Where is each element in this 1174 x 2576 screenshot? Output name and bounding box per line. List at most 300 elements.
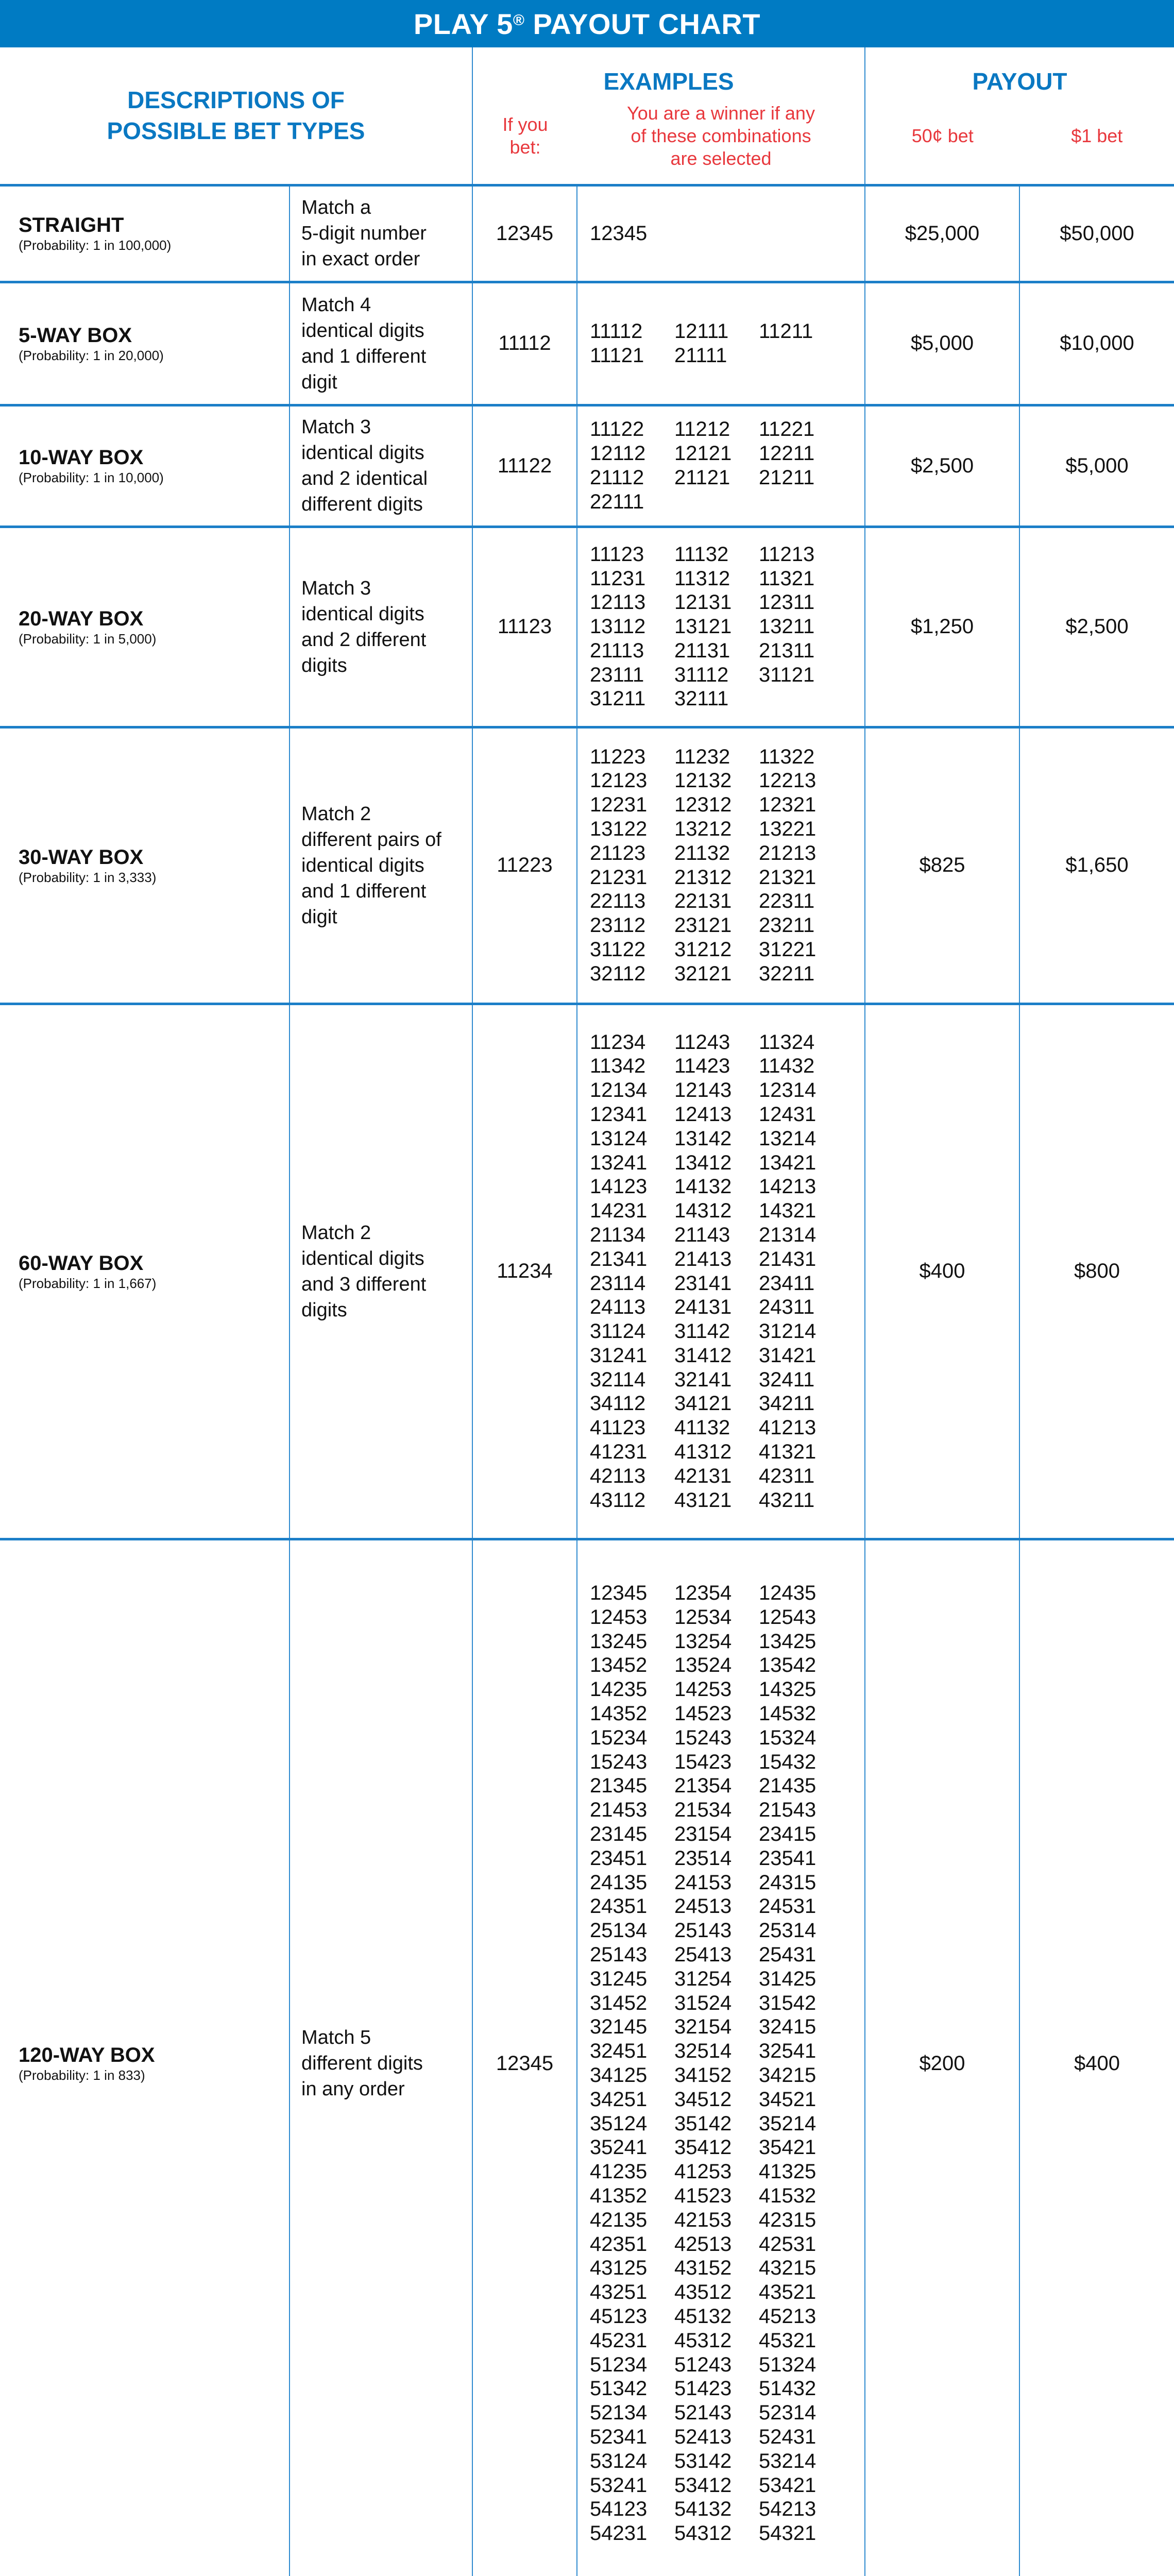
payout-50c-cell xyxy=(865,1004,1019,1539)
winning-combinations xyxy=(590,543,864,711)
chart-title xyxy=(0,0,1174,47)
winning-combination: 31121 xyxy=(759,663,815,686)
winning-combinations-cell xyxy=(577,405,865,527)
winning-combination: 24531 xyxy=(759,1895,816,1918)
bet-description-line: identical digits xyxy=(301,854,424,876)
winning-combination: 23141 xyxy=(674,1272,732,1295)
winning-combination: 13121 xyxy=(674,615,732,638)
bet-type-cell xyxy=(0,405,290,527)
winning-combination: 54312 xyxy=(674,2522,732,2545)
example-bet: 11234 xyxy=(497,1260,553,1282)
winning-combination: 43512 xyxy=(674,2281,732,2304)
winning-combination: 31241 xyxy=(590,1344,648,1367)
bet-description-line: 5-digit number xyxy=(301,223,427,244)
winning-combination: 45231 xyxy=(590,2329,648,2352)
bet-description-line: digit xyxy=(301,906,337,928)
winning-combination: 31425 xyxy=(759,1967,816,1990)
winning-combination: 12312 xyxy=(674,793,732,817)
winning-combination: 15432 xyxy=(759,1750,816,1773)
winning-combination: 32112 xyxy=(590,962,646,985)
winning-combination: 14213 xyxy=(759,1175,816,1198)
winning-combination: 11212 xyxy=(674,418,730,441)
winning-combination: 35412 xyxy=(674,2136,732,2159)
winning-combination: 51243 xyxy=(674,2353,732,2376)
bet-description-cell xyxy=(290,727,472,1004)
winning-combination: 21211 xyxy=(759,466,815,489)
winning-combination: 24135 xyxy=(590,1871,648,1894)
winning-combination: 25314 xyxy=(759,1919,816,1942)
winning-combination: 34152 xyxy=(674,2064,732,2087)
winning-combination: 53241 xyxy=(590,2473,648,2497)
winning-combination: 21123 xyxy=(590,841,646,865)
bet-type-name: 120-WAY BOX xyxy=(19,2044,155,2066)
bet-description-line: Match 3 xyxy=(301,416,371,438)
winning-combination: 14321 xyxy=(759,1199,816,1223)
winning-combinations-cell xyxy=(577,1004,865,1539)
bet-description-line: identical digits xyxy=(301,319,424,342)
winner-line1: You are a winner if any xyxy=(627,103,815,124)
winning-combination: 13245 xyxy=(590,1630,648,1653)
winning-combination: 35124 xyxy=(590,2112,648,2135)
winning-combination: 42311 xyxy=(759,1464,815,1487)
winning-combination: 12111 xyxy=(674,319,729,343)
winning-combination: 21134 xyxy=(590,1223,646,1246)
winning-combination: 51342 xyxy=(590,2377,648,2400)
winning-combination: 21113 xyxy=(590,639,644,662)
winning-combination: 34251 xyxy=(590,2088,648,2111)
winning-combination: 23111 xyxy=(590,663,644,686)
if-you-bet-cell xyxy=(472,1539,577,2576)
bet-description-line: Match 3 xyxy=(301,577,371,599)
winning-combination: 31214 xyxy=(759,1320,816,1343)
winning-combination: 14231 xyxy=(590,1199,648,1223)
winning-combination: 11432 xyxy=(759,1055,815,1078)
payout-1: $10,000 xyxy=(1060,332,1134,354)
bet-description-line: different pairs of xyxy=(301,828,441,851)
winning-combination: 12534 xyxy=(674,1605,732,1629)
winning-combination: 54231 xyxy=(590,2522,648,2545)
winning-combination: 21321 xyxy=(759,866,816,889)
descriptions-heading xyxy=(0,84,472,146)
winning-combination: 21413 xyxy=(674,1247,732,1270)
payout-header xyxy=(865,47,1174,185)
bet-description-line: Match 2 xyxy=(301,1222,371,1244)
winning-combination: 14235 xyxy=(590,1678,648,1701)
payout-1: $5,000 xyxy=(1065,454,1129,477)
bet-type-cell xyxy=(0,527,290,727)
winning-combination: 31212 xyxy=(674,938,732,961)
if-you-bet-line1: If you xyxy=(502,114,548,135)
winning-combination: 13452 xyxy=(590,1654,648,1677)
winning-combination: 45321 xyxy=(759,2329,816,2352)
if-you-bet-label xyxy=(473,102,577,170)
title-suffix: PAYOUT CHART xyxy=(524,7,761,40)
bet-description-line: and 1 different xyxy=(301,345,427,367)
winning-combination: 41253 xyxy=(674,2160,732,2183)
winning-combination: 12211 xyxy=(759,442,815,465)
if-you-bet-line2: bet: xyxy=(509,137,541,158)
winning-combination: 21341 xyxy=(590,1247,648,1270)
payout-50c-cell xyxy=(865,185,1019,282)
winning-combination: 31122 xyxy=(590,938,646,961)
winning-combination: 11223 xyxy=(590,745,646,768)
winning-combination: 11123 xyxy=(590,543,644,566)
winning-combination: 34521 xyxy=(759,2088,816,2111)
winning-combination: 21131 xyxy=(674,639,730,662)
winning-combination: 31254 xyxy=(674,1967,732,1990)
payout-1-cell xyxy=(1019,282,1174,405)
winning-combination: 34512 xyxy=(674,2088,732,2111)
winning-combination: 11112 xyxy=(590,319,643,343)
winning-combination: 45213 xyxy=(759,2304,816,2328)
winning-combination: 42131 xyxy=(674,1464,732,1487)
payout-table xyxy=(0,47,1174,2576)
payout-1-cell xyxy=(1019,1004,1174,1539)
payout-1: $50,000 xyxy=(1060,222,1134,245)
winning-combination: 12113 xyxy=(590,591,646,614)
winning-combination: 32411 xyxy=(759,1368,815,1391)
winning-combination: 12345 xyxy=(590,1582,648,1605)
winning-combination: 23541 xyxy=(759,1846,816,1870)
bet-type-probability: (Probability: 1 in 10,000) xyxy=(19,470,164,485)
winning-combination: 25143 xyxy=(590,1943,648,1967)
winning-combinations-cell xyxy=(577,1539,865,2576)
bet-type-probability: (Probability: 1 in 20,000) xyxy=(19,347,164,363)
bet-description-line: Match 4 xyxy=(301,294,371,316)
example-bet: 11123 xyxy=(497,615,552,638)
winning-combination: 24315 xyxy=(759,1871,816,1894)
bet-type-cell xyxy=(0,185,290,282)
winning-combination: 51234 xyxy=(590,2353,648,2376)
winning-combination: 24351 xyxy=(590,1895,648,1918)
winning-combination: 12134 xyxy=(590,1079,648,1102)
winning-combination: 41321 xyxy=(759,1440,816,1464)
winning-combination: 43125 xyxy=(590,2257,648,2280)
winning-combination: 25143 xyxy=(674,1919,732,1942)
bet-description-line: Match 2 xyxy=(301,803,371,825)
winning-combination: 31112 xyxy=(674,663,729,686)
winning-combination: 21431 xyxy=(759,1247,816,1270)
winning-combinations xyxy=(590,417,864,514)
winning-combination: 11321 xyxy=(759,567,815,590)
bet-description-cell xyxy=(290,1539,472,2576)
winning-combination: 54132 xyxy=(674,2498,732,2521)
winning-combination: 13112 xyxy=(590,615,646,638)
winning-combination: 22131 xyxy=(674,890,732,913)
winning-combination: 21112 xyxy=(590,466,644,489)
winning-combination: 13421 xyxy=(759,1151,816,1174)
bet-description-line: digits xyxy=(301,654,347,676)
winning-combination: 41312 xyxy=(674,1440,732,1464)
payout-1-cell xyxy=(1019,727,1174,1004)
winning-combination: 24113 xyxy=(590,1296,646,1319)
winning-combination: 45312 xyxy=(674,2329,732,2352)
winning-combination: 32451 xyxy=(590,2040,648,2063)
winning-combination: 11213 xyxy=(759,543,815,566)
winning-combination: 12413 xyxy=(674,1103,732,1126)
winning-combination: 15243 xyxy=(674,1726,732,1749)
winning-combination: 15234 xyxy=(590,1726,648,1749)
winning-combination: 23145 xyxy=(590,1823,648,1846)
winning-combination: 54321 xyxy=(759,2522,816,2545)
winning-combination: 23121 xyxy=(674,914,732,937)
winning-combination: 41532 xyxy=(759,2184,816,2207)
winning-combination: 32121 xyxy=(674,962,732,985)
winning-combination: 52143 xyxy=(674,2401,732,2425)
winning-combination: 24513 xyxy=(674,1895,732,1918)
winning-combination: 11211 xyxy=(759,319,813,343)
winning-combination: 13221 xyxy=(759,817,816,840)
winning-combination: 22311 xyxy=(759,890,815,913)
winning-combination: 31524 xyxy=(674,1991,732,2014)
winning-combination: 14352 xyxy=(590,1702,648,1725)
winning-combination: 12213 xyxy=(759,769,816,792)
payout-1-cell xyxy=(1019,1539,1174,2576)
bet-description-cell xyxy=(290,527,472,727)
winning-combination: 11312 xyxy=(674,567,730,590)
winning-combination: 13122 xyxy=(590,817,648,840)
winning-combination: 12121 xyxy=(674,442,732,465)
examples-heading: EXAMPLES xyxy=(603,68,734,95)
winning-combination: 42531 xyxy=(759,2232,816,2256)
table-row xyxy=(0,1004,1174,1539)
winning-combination: 11324 xyxy=(759,1030,815,1054)
winning-combination: 41132 xyxy=(674,1416,730,1439)
winning-combination: 12431 xyxy=(759,1103,816,1126)
winning-combination: 41123 xyxy=(590,1416,646,1439)
winning-combination: 31542 xyxy=(759,1991,816,2014)
winning-combination: 21345 xyxy=(590,1774,648,1798)
winning-combination: 12311 xyxy=(759,591,815,614)
winning-combination: 35241 xyxy=(590,2136,648,2159)
bet-description-line: identical digits xyxy=(301,442,424,464)
winning-combination: 54213 xyxy=(759,2498,816,2521)
winning-combination: 13524 xyxy=(674,1654,732,1677)
winning-combination: 21111 xyxy=(674,344,727,367)
bet-description-line: in any order xyxy=(301,2078,405,2100)
winning-combination: 11342 xyxy=(590,1055,646,1078)
winning-combination: 22113 xyxy=(590,890,646,913)
bet-description-line: and 2 different xyxy=(301,629,427,651)
winning-combination: 12321 xyxy=(759,793,816,817)
winning-combination: 12453 xyxy=(590,1605,648,1629)
winning-combination: 32141 xyxy=(674,1368,732,1391)
winning-combination: 14532 xyxy=(759,1702,816,1725)
winning-combination: 41231 xyxy=(590,1440,648,1464)
bet-description-cell xyxy=(290,1004,472,1539)
winning-combination: 21453 xyxy=(590,1799,648,1822)
winning-combinations xyxy=(590,1030,864,1513)
winning-combination: 34211 xyxy=(759,1392,815,1415)
winner-label xyxy=(577,102,864,170)
winning-combination: 13254 xyxy=(674,1630,732,1653)
bet-description-cell xyxy=(290,185,472,282)
winning-combination: 52413 xyxy=(674,2425,732,2448)
bet-description-line: digit xyxy=(301,371,337,393)
winning-combination: 12132 xyxy=(674,769,732,792)
table-row xyxy=(0,185,1174,282)
payout-heading: PAYOUT xyxy=(972,68,1067,95)
if-you-bet-cell xyxy=(472,282,577,405)
winning-combinations xyxy=(590,222,864,246)
bet-description-line: Match a xyxy=(301,197,371,218)
winning-combination: 53142 xyxy=(674,2449,732,2472)
winning-combination: 54123 xyxy=(590,2498,648,2521)
payout-1: $1,650 xyxy=(1065,854,1129,876)
payout-50c: $2,500 xyxy=(910,454,974,477)
winning-combinations-cell xyxy=(577,185,865,282)
title-text: PLAY 5 xyxy=(413,7,513,40)
winning-combination: 35421 xyxy=(759,2136,816,2159)
bet-type-probability: (Probability: 1 in 3,333) xyxy=(19,869,157,885)
winning-combination: 21543 xyxy=(759,1799,816,1822)
winning-combination: 13412 xyxy=(674,1151,732,1174)
payout-1: $400 xyxy=(1074,2052,1120,2075)
winning-combination: 53412 xyxy=(674,2473,732,2497)
winning-combination: 11221 xyxy=(759,418,815,441)
winning-combination: 34112 xyxy=(590,1392,646,1415)
winning-combination: 34215 xyxy=(759,2064,816,2087)
winning-combination: 42351 xyxy=(590,2232,648,2256)
bet-type-cell xyxy=(0,727,290,1004)
winning-combination: 42513 xyxy=(674,2232,732,2256)
winning-combination: 52431 xyxy=(759,2425,816,2448)
winning-combination: 51432 xyxy=(759,2377,816,2400)
if-you-bet-cell xyxy=(472,1004,577,1539)
winning-combination: 11322 xyxy=(759,745,815,768)
winning-combinations-cell xyxy=(577,727,865,1004)
winning-combination: 11121 xyxy=(590,344,644,367)
example-bet: 12345 xyxy=(496,222,554,245)
winning-combination: 25134 xyxy=(590,1919,648,1942)
winning-combination: 14132 xyxy=(674,1175,732,1198)
winning-combination: 32145 xyxy=(590,2015,648,2039)
winning-combination: 21132 xyxy=(674,841,730,865)
winning-combination: 21231 xyxy=(590,866,648,889)
winning-combination: 13142 xyxy=(674,1127,732,1150)
winning-combination: 43121 xyxy=(674,1488,732,1512)
winning-combination: 53421 xyxy=(759,2473,816,2497)
winning-combination: 32541 xyxy=(759,2040,816,2063)
bet-type-name: STRAIGHT xyxy=(19,214,124,236)
winning-combination: 12143 xyxy=(674,1079,732,1102)
winning-combination: 51324 xyxy=(759,2353,816,2376)
winning-combination: 23114 xyxy=(590,1272,646,1295)
winning-combination: 34125 xyxy=(590,2064,648,2087)
winning-combination: 23154 xyxy=(674,1823,732,1846)
winning-combination: 41235 xyxy=(590,2160,648,2183)
payout-50c-cell xyxy=(865,1539,1019,2576)
winning-combination: 43251 xyxy=(590,2281,648,2304)
bet-description-line: identical digits xyxy=(301,1247,424,1269)
winning-combination: 21534 xyxy=(674,1799,732,1822)
winning-combination: 15324 xyxy=(759,1726,816,1749)
bet-description-line: different digits xyxy=(301,2053,423,2074)
winning-combination: 12231 xyxy=(590,793,648,817)
bet-description-cell xyxy=(290,405,472,527)
winning-combination: 12314 xyxy=(759,1079,816,1102)
winning-combination: 31211 xyxy=(590,687,646,710)
bet-type-name: 10-WAY BOX xyxy=(19,446,144,469)
winning-combination: 11132 xyxy=(674,543,729,566)
winning-combination: 42315 xyxy=(759,2208,816,2231)
winning-combinations xyxy=(590,319,864,368)
bet-description-line: digits xyxy=(301,1299,347,1321)
winning-combination: 15423 xyxy=(674,1750,732,1773)
winning-combination: 45132 xyxy=(674,2304,732,2328)
table-row xyxy=(0,1539,1174,2576)
payout-1-cell xyxy=(1019,405,1174,527)
winning-combination: 12345 xyxy=(590,222,648,245)
winning-combination: 41352 xyxy=(590,2184,648,2207)
bet-type-cell xyxy=(0,1539,290,2576)
bet-description-line: and 3 different xyxy=(301,1273,427,1295)
bet-type-probability: (Probability: 1 in 833) xyxy=(19,2067,145,2083)
bet-description-line: and 2 identical xyxy=(301,468,428,489)
bet-type-rows xyxy=(0,185,1174,2576)
winning-combination: 23211 xyxy=(759,914,815,937)
if-you-bet-cell xyxy=(472,727,577,1004)
winning-combination: 32211 xyxy=(759,962,815,985)
winning-combination: 12131 xyxy=(674,591,732,614)
bet-type-cell xyxy=(0,1004,290,1539)
winning-combination: 23514 xyxy=(674,1846,732,1870)
payout-50c: $1,250 xyxy=(910,615,974,638)
bet-type-probability: (Probability: 1 in 5,000) xyxy=(19,631,157,647)
winning-combination: 34121 xyxy=(674,1392,732,1415)
winning-combination: 12543 xyxy=(759,1605,816,1629)
winning-combination: 52134 xyxy=(590,2401,648,2425)
winning-combination: 32154 xyxy=(674,2015,732,2039)
winning-combination: 25413 xyxy=(674,1943,732,1967)
winning-combination: 11232 xyxy=(674,745,730,768)
winning-combination: 21213 xyxy=(759,841,816,865)
winner-line3: are selected xyxy=(670,148,772,169)
winning-combination: 14123 xyxy=(590,1175,648,1198)
winning-combination: 23415 xyxy=(759,1823,816,1846)
winning-combination: 43521 xyxy=(759,2281,816,2304)
bet-50c-label: 50¢ bet xyxy=(911,125,974,146)
payout-50c: $825 xyxy=(919,854,965,876)
table-row xyxy=(0,727,1174,1004)
payout-1-cell xyxy=(1019,185,1174,282)
bet-type-name: 5-WAY BOX xyxy=(19,324,132,347)
table-row xyxy=(0,527,1174,727)
bet-description-line: Match 5 xyxy=(301,2027,371,2048)
winning-combination: 13214 xyxy=(759,1127,816,1150)
payout-1-cell xyxy=(1019,527,1174,727)
winning-combinations-cell xyxy=(577,527,865,727)
descriptions-header xyxy=(0,47,472,185)
example-bet: 11223 xyxy=(497,854,553,876)
winning-combination: 12435 xyxy=(759,1582,816,1605)
winning-combination: 14325 xyxy=(759,1678,816,1701)
winning-combination: 51423 xyxy=(674,2377,732,2400)
winning-combination: 21354 xyxy=(674,1774,732,1798)
winning-combination: 31142 xyxy=(674,1320,730,1343)
winning-combination: 31221 xyxy=(759,938,816,961)
winning-combination: 21143 xyxy=(674,1223,730,1246)
payout-1: $800 xyxy=(1074,1260,1120,1282)
winning-combination: 12341 xyxy=(590,1103,648,1126)
winning-combination: 14253 xyxy=(674,1678,732,1701)
winning-combination: 24131 xyxy=(674,1296,732,1319)
winning-combination: 11423 xyxy=(674,1055,730,1078)
payout-50c-cell xyxy=(865,405,1019,527)
winning-combination: 41213 xyxy=(759,1416,816,1439)
bet-1-label: $1 bet xyxy=(1071,125,1123,146)
winning-combination: 31245 xyxy=(590,1967,648,1990)
